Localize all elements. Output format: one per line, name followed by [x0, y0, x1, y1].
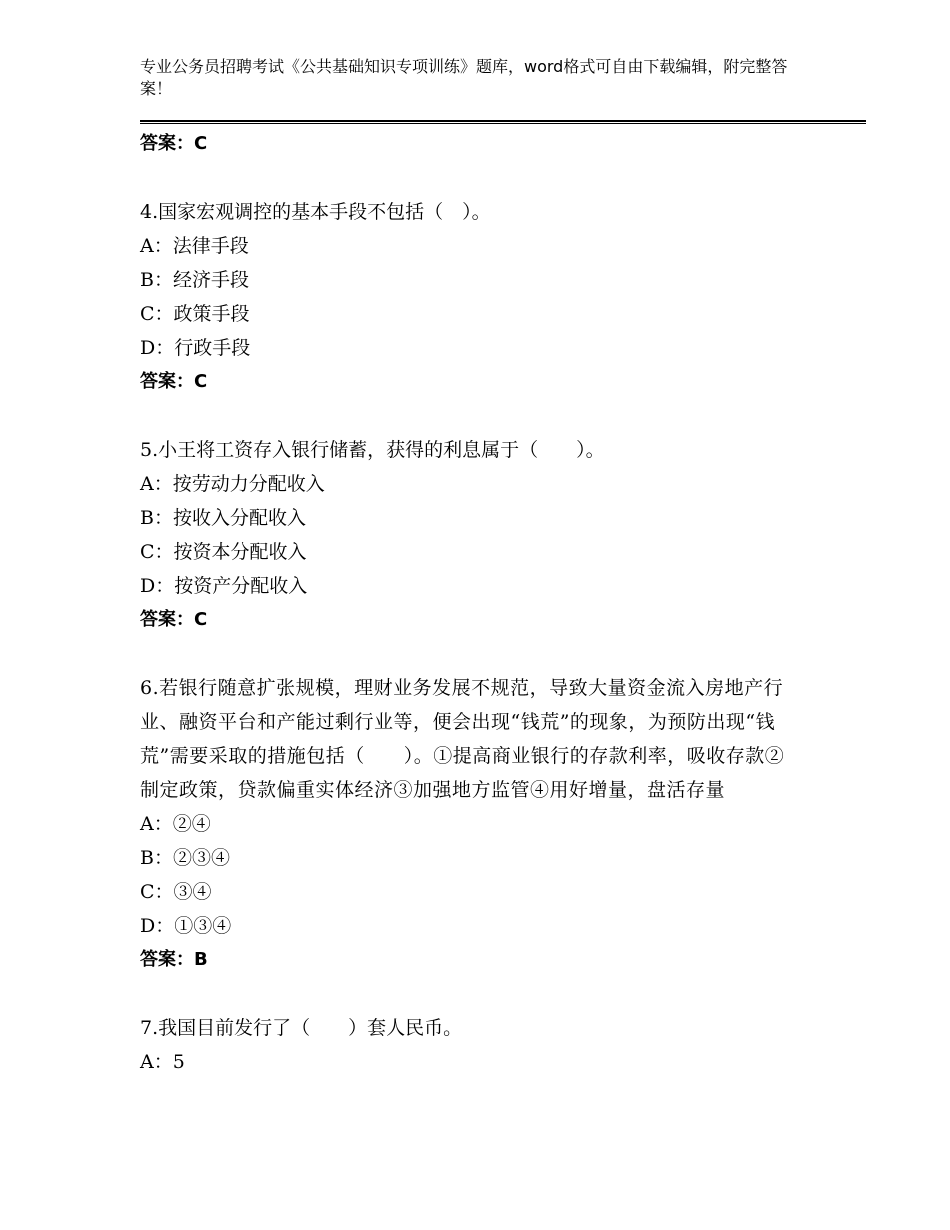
question-block — [140, 195, 800, 399]
header-divider — [140, 120, 866, 125]
question-stem: 4.国家宏观调控的基本手段不包括（ ）。 — [140, 201, 491, 223]
answer-label: 答案：C — [140, 371, 208, 392]
question-block — [140, 1011, 800, 1079]
question-list — [140, 127, 800, 1079]
question-block — [140, 433, 800, 637]
question-block — [140, 671, 800, 977]
option-a: A：法律手段 — [140, 235, 249, 257]
previous-answer: 答案：C — [140, 133, 208, 154]
option-b: B：按收入分配收入 — [140, 507, 306, 529]
option-a: A：按劳动力分配收入 — [140, 473, 325, 495]
question-stem: 5.小王将工资存入银行储蓄，获得的利息属于（ ）。 — [140, 439, 605, 461]
page-header: 专业公务员招聘考试《公共基础知识专项训练》题库，word格式可自由下载编辑，附完整答案！ — [140, 57, 788, 98]
option-d: D：按资产分配收入 — [140, 575, 308, 597]
option-b: B：②③④ — [140, 847, 230, 869]
question-stem: 7.我国目前发行了（ ）套人民币。 — [140, 1017, 463, 1039]
option-a: A：5 — [140, 1051, 185, 1073]
answer-label: 答案：B — [140, 949, 208, 970]
option-d: D：行政手段 — [140, 337, 251, 359]
option-d: D：①③④ — [140, 915, 232, 937]
option-c: C：政策手段 — [140, 303, 250, 325]
option-c: C：③④ — [140, 881, 212, 903]
option-b: B：经济手段 — [140, 269, 249, 291]
option-c: C：按资本分配收入 — [140, 541, 307, 563]
question-stem: 6.若银行随意扩张规模，理财业务发展不规范，导致大量资金流入房地产行业、融资平台和产能过剩行业等，便会出现“钱荒”的现象，为预防出现“钱荒”需要采取的措施包括（ ）。①提高商业银行的存款利率，吸收存款②制定政策，贷款偏重实体经济③加强地方监管④用好增量，盘活存量 — [140, 677, 785, 801]
option-a: A：②④ — [140, 813, 211, 835]
answer-label: 答案：C — [140, 609, 208, 630]
